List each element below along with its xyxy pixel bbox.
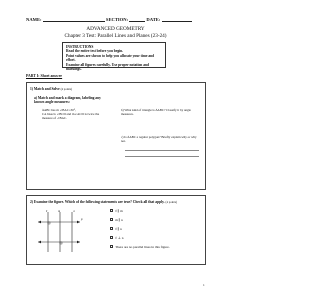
option-4[interactable] <box>110 236 123 240</box>
label-n: n <box>73 209 75 213</box>
question-2-title: 2) Examine the figure. Which of the following statements are true? Check all that apply. <box>30 200 165 204</box>
question-1-points: (4 points) <box>60 87 73 91</box>
question-1a-heading: a) Match and mark a diagram, labeling any known angle measures: <box>34 96 101 105</box>
instructions-box <box>62 42 166 72</box>
arrow-icon <box>38 241 41 244</box>
question-1a-body <box>42 108 104 121</box>
date-blank[interactable] <box>162 17 192 22</box>
student-info-line <box>26 17 192 22</box>
arrow-icon <box>77 221 80 224</box>
question-1b-text: b) What kind of triangle is ∆ABC? Classify it by angle measures. <box>121 108 191 117</box>
arrow-icon <box>38 221 41 224</box>
question-1a-line: ∆ABC has m ∠BAC=30°, <box>42 108 76 112</box>
checkbox[interactable] <box>110 245 113 248</box>
option-label: There are no parallel lines in this figure. <box>115 245 170 249</box>
option-label: m ∥ n <box>115 218 123 222</box>
question-1c-text: c) Is ∆ABC a regular polygon? Briefly explain why or why not. <box>121 135 197 144</box>
chapter-title: Chapter 3 Test: Parallel Lines and Planes (23-24) <box>64 33 167 39</box>
option-1[interactable] <box>110 209 123 213</box>
lines-figure <box>34 208 94 256</box>
question-1-heading <box>30 87 72 91</box>
question-1a-line: CA bisects ∠BCD and m∠ACD is twice the <box>42 112 100 117</box>
answer-line[interactable] <box>125 156 199 157</box>
label-l: ℓ <box>46 209 48 213</box>
checkbox[interactable] <box>110 236 113 239</box>
date-label: DATE: <box>146 17 161 22</box>
option-label: ℓ ∥ n <box>115 227 122 231</box>
page-number: 1 <box>203 283 205 287</box>
option-label: ℓ ∥ m <box>115 209 123 213</box>
instruction-line: Read the entire test before you begin. <box>66 49 124 54</box>
instructions-heading: INSTRUCTIONS <box>66 45 94 49</box>
name-label: NAME: <box>26 17 42 22</box>
instruction-line: Examine all figures carefully. Use proper notation and markings. <box>66 62 149 72</box>
instruction-line: Point values are shown to help you allocate your time and effort. <box>66 53 155 63</box>
option-label: ℓ ⊥ n <box>115 236 124 240</box>
checkbox[interactable] <box>110 227 113 230</box>
label-p: p <box>81 217 83 221</box>
part-heading: PART I: Short answer <box>26 74 63 78</box>
section-label: SECTION: <box>105 17 129 22</box>
answer-line[interactable] <box>125 150 199 151</box>
checkbox[interactable] <box>110 209 113 212</box>
question-2-heading <box>30 200 177 204</box>
label-m: m <box>58 209 61 213</box>
question-2-points: (4 points) <box>165 200 178 204</box>
option-3[interactable] <box>110 227 122 231</box>
question-1-title: 1) Match and Solve <box>30 87 60 91</box>
question-1a-line: measure of ∠BAC. <box>42 116 67 121</box>
checkbox[interactable] <box>110 218 113 221</box>
name-blank[interactable] <box>43 17 105 22</box>
arrow-icon <box>77 241 80 244</box>
section-blank[interactable] <box>129 17 145 22</box>
option-5[interactable] <box>110 245 170 249</box>
option-2[interactable] <box>110 218 123 222</box>
course-title: ADVANCED GEOMETRY <box>86 26 145 32</box>
